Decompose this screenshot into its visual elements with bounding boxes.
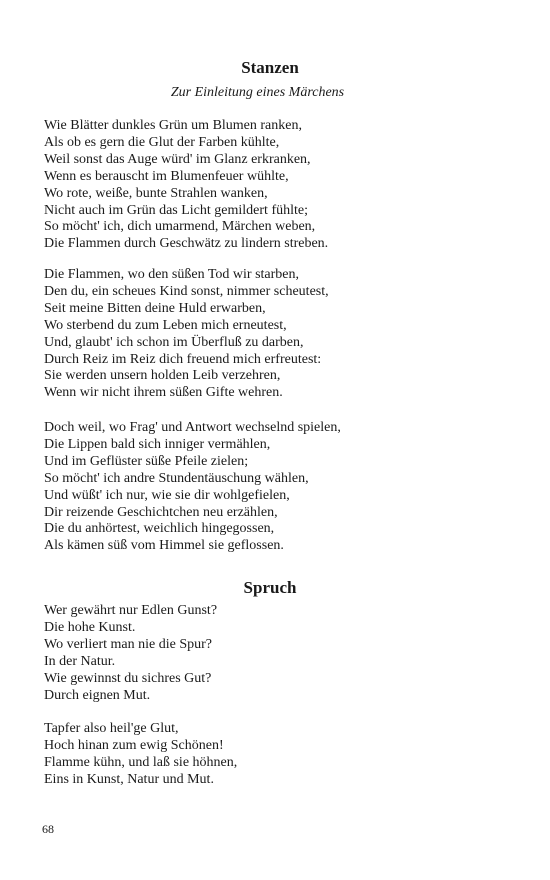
verse-line: Als kämen süß vom Himmel sie geflossen. bbox=[44, 538, 284, 554]
verse-line: Hoch hinan zum ewig Schönen! bbox=[44, 737, 224, 753]
verse-line: Und, glaubt' ich schon im Überfluß zu darben, bbox=[44, 334, 304, 350]
verse-line: Wo verliert man nie die Spur? bbox=[44, 636, 212, 652]
verse-line: Wie gewinnst du sichres Gut? bbox=[44, 670, 212, 686]
verse-line: Die hohe Kunst. bbox=[44, 619, 136, 635]
poem-subtitle: Zur Einleitung eines Märchens bbox=[170, 85, 345, 100]
verse-line: Den du, ein scheues Kind sonst, nimmer scheutest, bbox=[44, 283, 329, 299]
verse-line: Die du anhörtest, weichlich hingegossen, bbox=[44, 521, 275, 537]
verse-line: Sie werden unsern holden Leib verzehren, bbox=[44, 368, 281, 384]
verse-line: Dir reizende Geschichtchen neu erzählen, bbox=[44, 504, 278, 520]
verse-line: Weil sonst das Auge würd' im Glanz erkranken, bbox=[44, 151, 311, 167]
verse-line: Eins in Kunst, Natur und Mut. bbox=[44, 771, 214, 787]
poem-title-spruch: Spruch bbox=[243, 578, 297, 597]
verse-line: Wo sterbend du zum Leben mich erneutest, bbox=[44, 317, 287, 333]
verse-line: Doch weil, wo Frag' und Antwort wechselnd spielen, bbox=[44, 420, 341, 435]
verse-line: Nicht auch im Grün das Licht gemildert fühlte; bbox=[44, 202, 308, 218]
stanza-2 bbox=[44, 267, 524, 402]
stanza-5 bbox=[44, 721, 524, 789]
verse-line: Wo rote, weiße, bunte Strahlen wanken, bbox=[44, 185, 268, 201]
verse-line: Wenn wir nicht ihrem süßen Gifte wehren. bbox=[44, 385, 283, 401]
verse-line: Als ob es gern die Glut der Farben kühlte, bbox=[44, 134, 280, 150]
stanza-1 bbox=[44, 118, 524, 253]
stanza-4 bbox=[44, 603, 524, 704]
verse-line: Die Flammen, wo den süßen Tod wir starben, bbox=[44, 267, 299, 282]
verse-line: Wie Blätter dunkles Grün um Blumen ranken, bbox=[44, 118, 302, 133]
verse-line: Die Flammen durch Geschwätz zu lindern streben. bbox=[44, 236, 329, 252]
stanza-3 bbox=[44, 420, 524, 555]
verse-line: So möcht' ich, dich umarmend, Märchen weben, bbox=[44, 219, 316, 235]
verse-line: In der Natur. bbox=[44, 653, 116, 669]
verse-line: Flamme kühn, und laß sie höhnen, bbox=[44, 754, 238, 770]
verse-line: Und im Geflüster süße Pfeile zielen; bbox=[44, 453, 249, 469]
verse-line: Durch eignen Mut. bbox=[44, 687, 151, 703]
verse-line: So möcht' ich andre Stundentäuschung wählen, bbox=[44, 470, 309, 486]
page-number: 68 bbox=[42, 822, 54, 836]
verse-line: Und wüßt' ich nur, wie sie dir wohlgefielen, bbox=[44, 487, 290, 503]
poem-title-stanzen: Stanzen bbox=[241, 58, 299, 77]
verse-line: Wer gewährt nur Edlen Gunst? bbox=[44, 603, 218, 618]
verse-line: Tapfer also heil'ge Glut, bbox=[44, 721, 179, 736]
verse-line: Seit meine Bitten deine Huld erwarben, bbox=[44, 300, 266, 316]
verse-line: Wenn es berauscht im Blumenfeuer wühlte, bbox=[44, 168, 289, 184]
verse-line: Durch Reiz im Reiz dich freuend mich erfreutest: bbox=[44, 351, 322, 367]
verse-line: Die Lippen bald sich inniger vermählen, bbox=[44, 436, 271, 452]
